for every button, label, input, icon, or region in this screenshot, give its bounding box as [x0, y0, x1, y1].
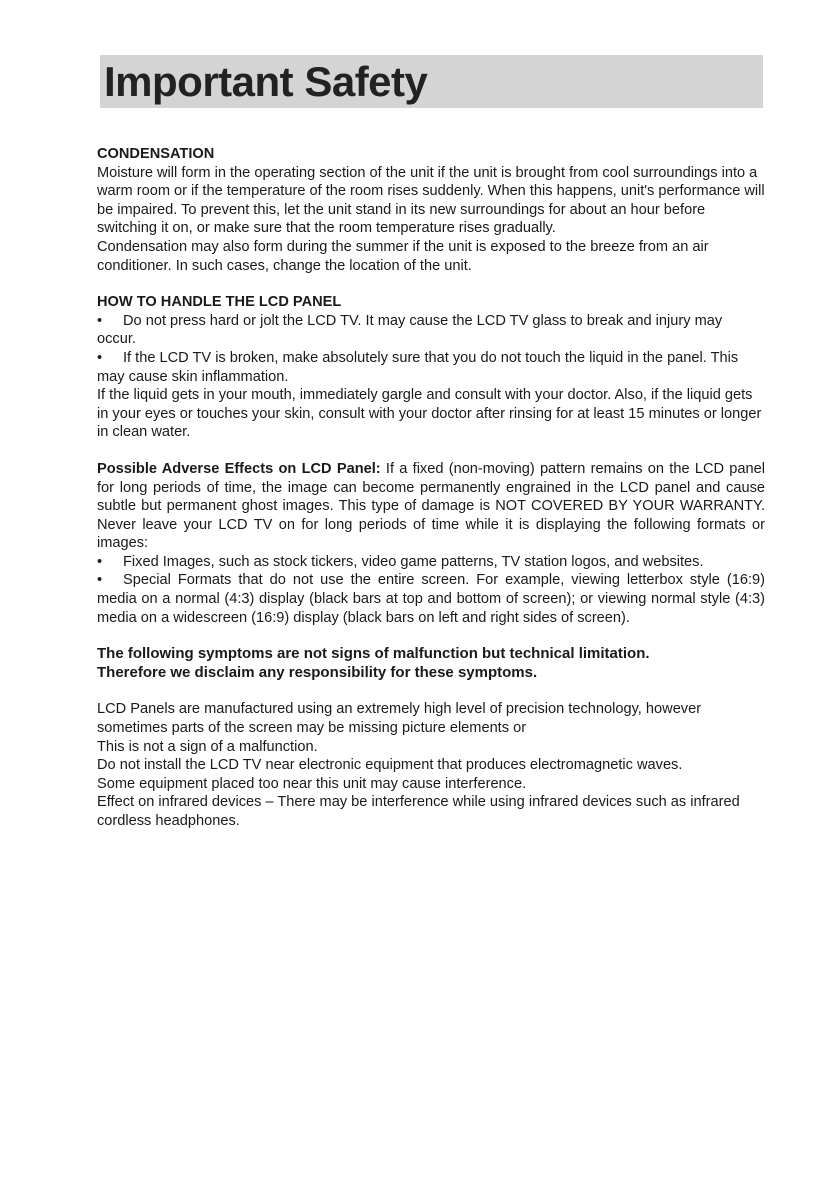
- spacer: [97, 275, 765, 293]
- lcd-panel-section: [97, 293, 765, 442]
- adverse-effects-bullet-1: • Fixed Images, such as stock tickers, video game patterns, TV station logos, and websites.: [97, 553, 765, 572]
- lcd-panel-heading: HOW TO HANDLE THE LCD PANEL: [97, 294, 342, 311]
- adverse-effects-heading: Possible Adverse Effects on LCD Panel:: [97, 460, 381, 477]
- symptoms-line-3: Do not install the LCD TV near electronic equipment that produces electromagnetic waves.: [97, 757, 683, 774]
- condensation-paragraph-1: Moisture will form in the operating section of the unit if the unit is brought from cool surroundings into a warm room or if the temperature of the room rises suddenly. When this happens, unit's performance will be impaired. To prevent this, let the unit stand in its new surroundings for about an hour before switching it on, or make sure that the room temperature rises gradually.: [97, 164, 765, 237]
- lcd-panel-paragraph: If the liquid gets in your mouth, immediately gargle and consult with your doctor. Also, if the liquid gets in your eyes or touches your skin, consult with your doctor after rinsing for at least 15 minutes or longer in clean water.: [97, 387, 762, 441]
- condensation-section: [97, 145, 765, 275]
- symptoms-section: [97, 700, 765, 830]
- spacer: [97, 682, 765, 700]
- adverse-effects-section: [97, 460, 765, 627]
- adverse-effects-text: If a fixed (non-moving) pattern remains on the LCD panel for long periods of time, the image can become permanently engrained in the LCD panel and cause subtle but permanent ghost images. This type of damage is NOT COVERED BY YOUR WARRANTY. Never leave your LCD TV on for long periods of time while it is displaying the following formats or images:: [97, 460, 765, 552]
- disclaimer-section: [97, 645, 765, 682]
- title-banner: [100, 55, 763, 108]
- page-title: Important Safety: [104, 58, 428, 105]
- symptoms-line-1: LCD Panels are manufactured using an extremely high level of precision technology, however sometimes parts of the screen may be missing picture elements or: [97, 701, 702, 737]
- disclaimer-line-2: Therefore we disclaim any responsibility for these symptoms.: [97, 663, 538, 681]
- adverse-effects-bullet-2: • Special Formats that do not use the entire screen. For example, viewing letterbox style (16:9) media on a normal (4:3) display (black bars at top and bottom of screen); or viewing normal style (4:3) media on a widescreen (16:9) display (black bars on left and right sides of screen).: [97, 571, 765, 627]
- disclaimer-line-1: The following symptoms are not signs of malfunction but technical limitation.: [97, 645, 650, 663]
- lcd-panel-bullet-2: • If the LCD TV is broken, make absolutely sure that you do not touch the liquid in the panel. This may cause skin inflammation.: [97, 349, 765, 386]
- condensation-heading: CONDENSATION: [97, 146, 215, 162]
- document-body: [97, 145, 765, 831]
- adverse-effects-paragraph: [97, 460, 765, 553]
- symptoms-line-4: Some equipment placed too near this unit may cause interference.: [97, 775, 527, 792]
- lcd-panel-bullet-1: • Do not press hard or jolt the LCD TV. It may cause the LCD TV glass to break and injury may occur.: [97, 312, 765, 349]
- symptoms-line-2: This is not a sign of a malfunction.: [97, 738, 318, 755]
- spacer: [97, 442, 765, 460]
- symptoms-line-5: Effect on infrared devices – There may be interference while using infrared devices such as infrared cordless headphones.: [97, 794, 740, 829]
- condensation-paragraph-2: Condensation may also form during the summer if the unit is exposed to the breeze from an air conditioner. In such cases, change the location of the unit.: [97, 238, 709, 274]
- spacer: [97, 627, 765, 645]
